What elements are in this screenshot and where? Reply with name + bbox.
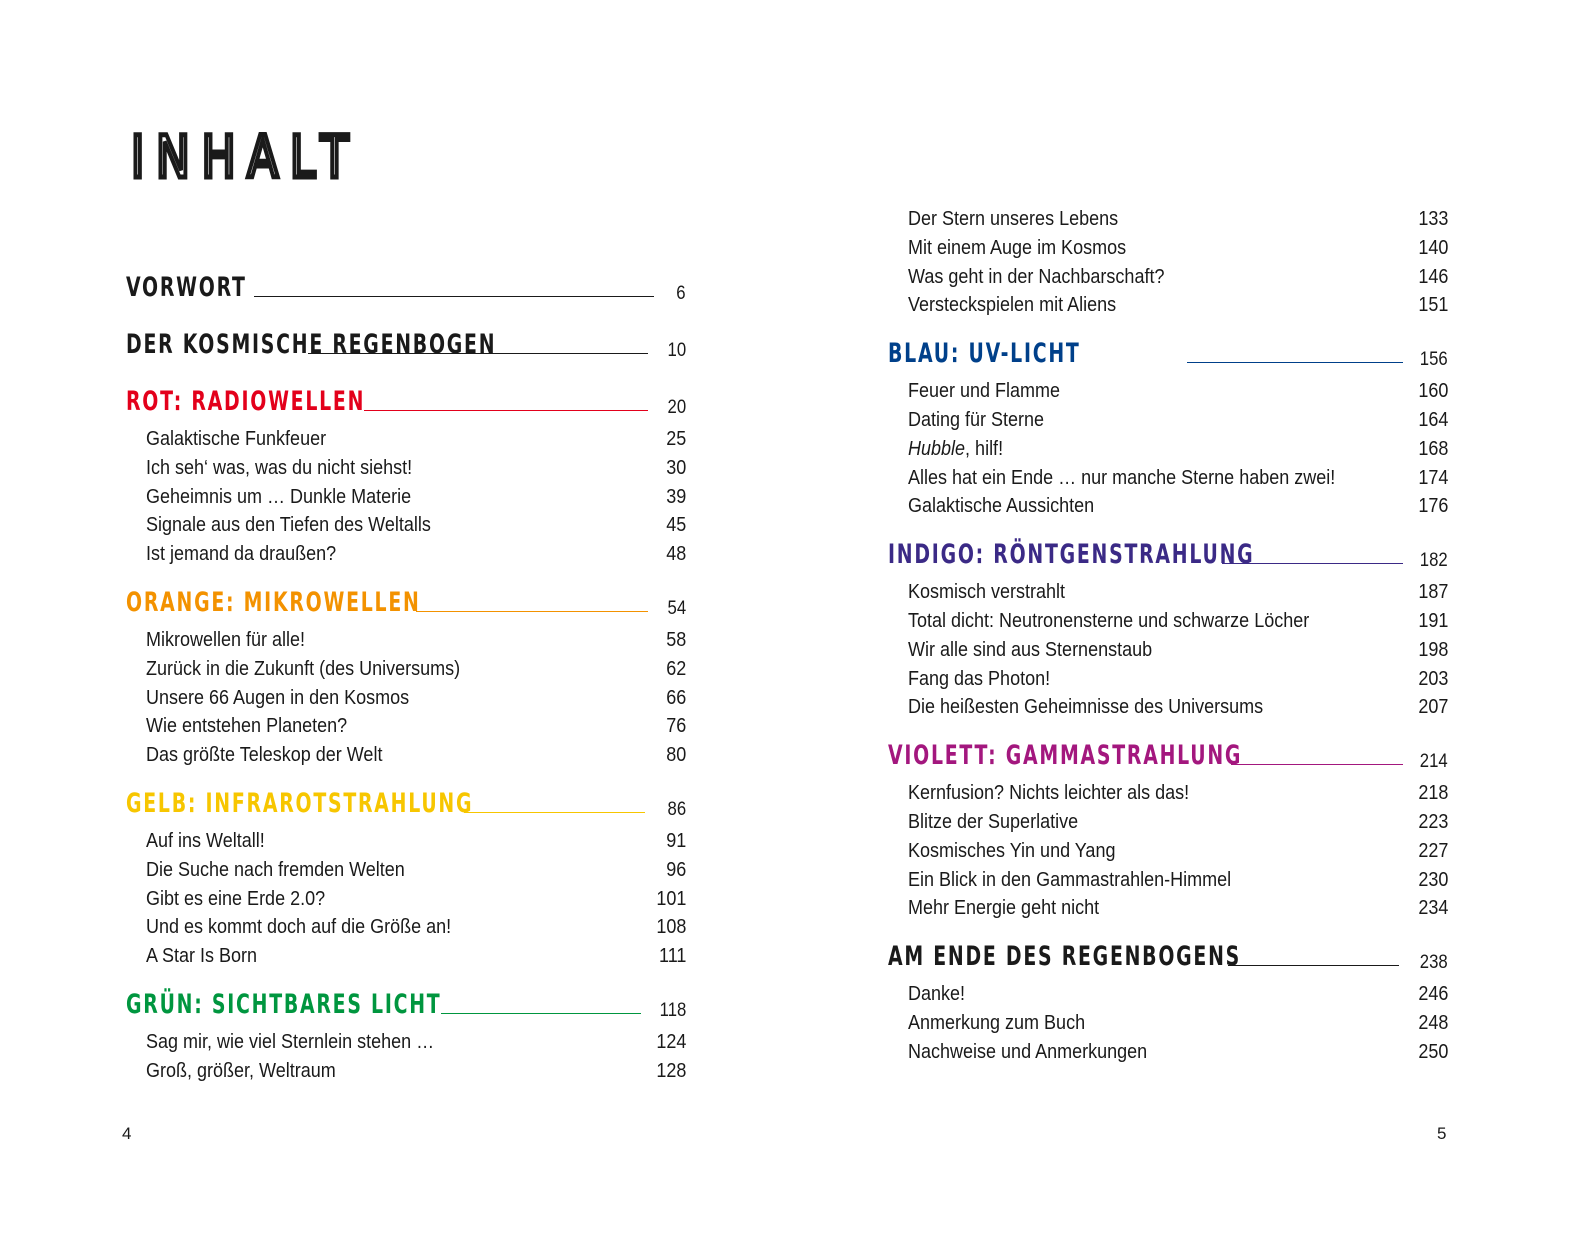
- toc-entry[interactable]: [888, 607, 1448, 636]
- leader-rule: [254, 296, 654, 297]
- toc-entry[interactable]: [126, 913, 686, 942]
- entry-page-number: 91: [665, 829, 686, 852]
- toc-entry[interactable]: [126, 827, 686, 856]
- toc-entry[interactable]: [126, 942, 686, 971]
- entry-title: Zurück in die Zukunft (des Universums): [146, 657, 461, 680]
- chapter-page-number: 6: [676, 283, 686, 304]
- entry-page-number: 128: [655, 1059, 686, 1082]
- entry-title: Wir alle sind aus Sternenstaub: [908, 638, 1153, 661]
- toc-section: [888, 205, 1448, 320]
- entry-page-number: 168: [1417, 437, 1448, 460]
- toc-entry[interactable]: [126, 540, 686, 569]
- toc-column-left: [126, 254, 686, 1086]
- entry-page-number: 203: [1417, 667, 1448, 690]
- toc-entry[interactable]: [126, 1028, 686, 1057]
- chapter-title: ORANGE: MIKROWELLEN: [126, 586, 421, 618]
- entry-title: Was geht in der Nachbarschaft?: [908, 265, 1165, 288]
- entry-title: Ist jemand da draußen?: [146, 543, 337, 566]
- toc-section: [888, 923, 1448, 1066]
- leader-rule: [464, 812, 645, 813]
- entry-page-number: 111: [658, 945, 686, 968]
- entry-title: Galaktische Aussichten: [908, 495, 1095, 518]
- entry-title: Kernfusion? Nichts leichter als das!: [908, 782, 1190, 805]
- entry-page-number: 164: [1417, 408, 1448, 431]
- entry-page-number: 76: [665, 715, 686, 738]
- chapter-title: VIOLETT: GAMMASTRAHLUNG: [888, 740, 1243, 772]
- toc-section: [126, 368, 686, 569]
- chapter-title: GRÜN: SICHTBARES LICHT: [126, 988, 442, 1020]
- entry-page-number: 39: [665, 485, 686, 508]
- entry-title: Alles hat ein Ende … nur manche Sterne haben zwei!: [908, 466, 1336, 489]
- toc-entry[interactable]: [888, 779, 1448, 808]
- toc-entry[interactable]: [126, 885, 686, 914]
- entry-title: Dating für Sterne: [908, 408, 1045, 431]
- toc-chapter-heading[interactable]: [888, 923, 1448, 980]
- toc-entry[interactable]: [126, 655, 686, 684]
- toc-entry[interactable]: [888, 464, 1448, 493]
- leader-rule: [1231, 764, 1403, 765]
- entry-page-number: 207: [1417, 696, 1448, 719]
- chapter-title: AM ENDE DES REGENBOGENS: [888, 941, 1241, 973]
- entry-page-number: 108: [655, 916, 686, 939]
- chapter-page-number: 238: [1420, 952, 1448, 974]
- toc-entry[interactable]: [888, 263, 1448, 292]
- entry-title: Wie entstehen Planeten?: [146, 715, 348, 738]
- chapter-title: DER KOSMISCHE REGENBOGEN: [126, 329, 497, 360]
- toc-entry[interactable]: [126, 425, 686, 454]
- entry-title: Die Suche nach fremden Welten: [146, 858, 405, 881]
- toc-column-right: [888, 205, 1448, 1067]
- entry-page-number: 198: [1417, 638, 1448, 661]
- toc-entry[interactable]: [126, 483, 686, 512]
- toc-chapter-heading[interactable]: [126, 971, 686, 1028]
- entry-title-italic: Hubble: [908, 437, 966, 460]
- chapter-title: INDIGO: RÖNTGENSTRAHLUNG: [888, 539, 1255, 571]
- leader-rule: [1187, 362, 1403, 363]
- toc-chapter-heading[interactable]: [126, 368, 686, 425]
- entry-title: Blitze der Superlative: [908, 810, 1079, 833]
- toc-entry[interactable]: [888, 693, 1448, 722]
- toc-entry[interactable]: [888, 837, 1448, 866]
- toc-entry[interactable]: [888, 1009, 1448, 1038]
- chapter-page-number: 20: [667, 397, 686, 418]
- leader-rule: [1222, 563, 1403, 564]
- toc-entry[interactable]: [888, 980, 1448, 1009]
- toc-chapter-heading[interactable]: [126, 254, 686, 311]
- entry-page-number: 218: [1417, 782, 1448, 805]
- entry-title: Mehr Energie geht nicht: [908, 897, 1100, 920]
- entry-page-number: 176: [1417, 495, 1448, 518]
- toc-entry[interactable]: [126, 1057, 686, 1086]
- toc-section: [888, 521, 1448, 722]
- leader-rule: [364, 410, 648, 411]
- entry-title: Die heißesten Geheimnisse des Universums: [908, 696, 1264, 719]
- entry-title: Ich seh‘ was, was du nicht siehst!: [146, 456, 413, 479]
- entry-page-number: 223: [1417, 810, 1448, 833]
- entry-title: Groß, größer, Weltraum: [146, 1059, 336, 1082]
- entry-page-number: 25: [665, 428, 686, 450]
- leader-rule: [441, 1013, 641, 1014]
- entry-page-number: 58: [665, 628, 686, 651]
- entry-title: Unsere 66 Augen in den Kosmos: [146, 686, 410, 709]
- entry-title: Kosmisch verstrahlt: [908, 581, 1066, 604]
- entry-page-number: 96: [665, 858, 686, 881]
- entry-title: Der Stern unseres Lebens: [908, 208, 1119, 230]
- entry-page-number: 62: [665, 657, 686, 680]
- toc-chapter-heading[interactable]: [888, 521, 1448, 578]
- entry-title: Kosmisches Yin und Yang: [908, 839, 1116, 862]
- entry-page-number: 30: [665, 456, 686, 479]
- entry-title: Versteckspielen mit Aliens: [908, 294, 1117, 317]
- toc-entry[interactable]: [888, 377, 1448, 406]
- entry-page-number: 140: [1417, 236, 1448, 259]
- chapter-page-number: 10: [667, 340, 686, 361]
- entry-title: Sag mir, wie viel Sternlein stehen …: [146, 1030, 435, 1053]
- chapter-page-number: 156: [1420, 349, 1448, 371]
- entry-title: Mit einem Auge im Kosmos: [908, 236, 1127, 259]
- entry-page-number: 80: [665, 744, 686, 767]
- entry-title: Fang das Photon!: [908, 667, 1051, 690]
- toc-entry[interactable]: [888, 808, 1448, 837]
- chapter-title: GELB: INFRAROTSTRAHLUNG: [126, 787, 474, 819]
- leader-rule: [416, 611, 648, 612]
- entry-page-number: 151: [1417, 294, 1448, 317]
- right-page: [797, 0, 1594, 1240]
- toc-entry[interactable]: [888, 492, 1448, 521]
- chapter-title: ROT: RADIOWELLEN: [126, 386, 366, 417]
- entry-title: Das größte Teleskop der Welt: [146, 744, 383, 767]
- entry-page-number: 124: [655, 1030, 686, 1053]
- toc-entry[interactable]: [126, 741, 686, 770]
- toc-section: [126, 254, 686, 311]
- toc-entry[interactable]: [888, 636, 1448, 665]
- entry-title: Feuer und Flamme: [908, 380, 1061, 403]
- chapter-page-number: 214: [1420, 751, 1448, 773]
- entry-title: Mikrowellen für alle!: [146, 628, 306, 651]
- toc-entry[interactable]: [888, 291, 1448, 320]
- toc-entry[interactable]: [888, 894, 1448, 923]
- toc-chapter-heading[interactable]: [888, 722, 1448, 779]
- entry-page-number: 174: [1417, 466, 1448, 489]
- toc-entry[interactable]: [126, 454, 686, 483]
- page-number-right: 5: [1437, 1124, 1447, 1143]
- toc-entry[interactable]: [126, 511, 686, 540]
- toc-entry[interactable]: [888, 435, 1448, 464]
- page-title: INHALT: [131, 123, 360, 191]
- entry-title: Total dicht: Neutronensterne und schwarze Löcher: [908, 609, 1310, 632]
- toc-chapter-heading[interactable]: [126, 569, 686, 626]
- entry-page-number: 133: [1417, 208, 1448, 230]
- toc-entry[interactable]: [126, 626, 686, 655]
- entry-page-number: 101: [655, 887, 686, 910]
- entry-page-number: 48: [665, 543, 686, 566]
- entry-page-number: 234: [1417, 897, 1448, 920]
- entry-title-rest: , hilf!: [965, 437, 1004, 460]
- entry-title: Gibt es eine Erde 2.0?: [146, 887, 326, 910]
- toc-section: [126, 770, 686, 971]
- toc-entry[interactable]: [888, 866, 1448, 895]
- toc-entry[interactable]: [888, 578, 1448, 607]
- entry-page-number: 146: [1417, 265, 1448, 288]
- entry-title: Ein Blick in den Gammastrahlen-Himmel: [908, 868, 1232, 891]
- toc-chapter-heading[interactable]: [126, 311, 686, 368]
- toc-entry[interactable]: [888, 234, 1448, 263]
- entry-title: [908, 435, 1003, 464]
- toc-entry[interactable]: [126, 712, 686, 741]
- leader-rule: [1228, 965, 1399, 966]
- entry-title: Geheimnis um … Dunkle Materie: [146, 485, 412, 508]
- toc-entry[interactable]: [888, 665, 1448, 694]
- entry-page-number: 45: [665, 514, 686, 537]
- entry-page-number: 191: [1417, 609, 1448, 632]
- toc-entry[interactable]: [126, 684, 686, 713]
- entry-page-number: 246: [1417, 983, 1448, 1006]
- chapter-title: VORWORT: [126, 272, 247, 303]
- entry-title: Anmerkung zum Buch: [908, 1011, 1086, 1034]
- chapter-title: BLAU: UV-LICHT: [888, 338, 1081, 370]
- toc-section: [126, 971, 686, 1086]
- toc-chapter-heading[interactable]: [126, 770, 686, 827]
- toc-section: [126, 311, 686, 368]
- entry-title: Danke!: [908, 983, 966, 1006]
- page-number-left: 4: [122, 1124, 132, 1143]
- toc-entry[interactable]: [126, 856, 686, 885]
- chapter-page-number: 86: [667, 798, 686, 820]
- entry-title: A Star Is Born: [146, 945, 258, 968]
- chapter-page-number: 54: [667, 597, 686, 619]
- toc-entry[interactable]: [888, 205, 1448, 234]
- entry-page-number: 160: [1417, 380, 1448, 403]
- toc-entry[interactable]: [888, 1038, 1448, 1067]
- entry-page-number: 187: [1417, 581, 1448, 604]
- entry-title: Auf ins Weltall!: [146, 829, 265, 852]
- entry-title: Nachweise und Anmerkungen: [908, 1040, 1148, 1063]
- entry-title: Und es kommt doch auf die Größe an!: [146, 916, 452, 939]
- entry-page-number: 250: [1417, 1040, 1448, 1063]
- toc-section: [888, 722, 1448, 923]
- toc-section: [126, 569, 686, 770]
- entry-page-number: 66: [665, 686, 686, 709]
- entry-title: Signale aus den Tiefen des Weltalls: [146, 514, 431, 537]
- entry-title: Galaktische Funkfeuer: [146, 428, 327, 450]
- chapter-page-number: 182: [1420, 550, 1448, 572]
- toc-section: [888, 320, 1448, 521]
- chapter-page-number: 118: [659, 999, 686, 1021]
- toc-entry[interactable]: [888, 406, 1448, 435]
- entry-page-number: 227: [1417, 839, 1448, 862]
- toc-chapter-heading[interactable]: [888, 320, 1448, 377]
- entry-page-number: 230: [1417, 868, 1448, 891]
- leader-rule: [308, 353, 648, 354]
- entry-page-number: 248: [1417, 1011, 1448, 1034]
